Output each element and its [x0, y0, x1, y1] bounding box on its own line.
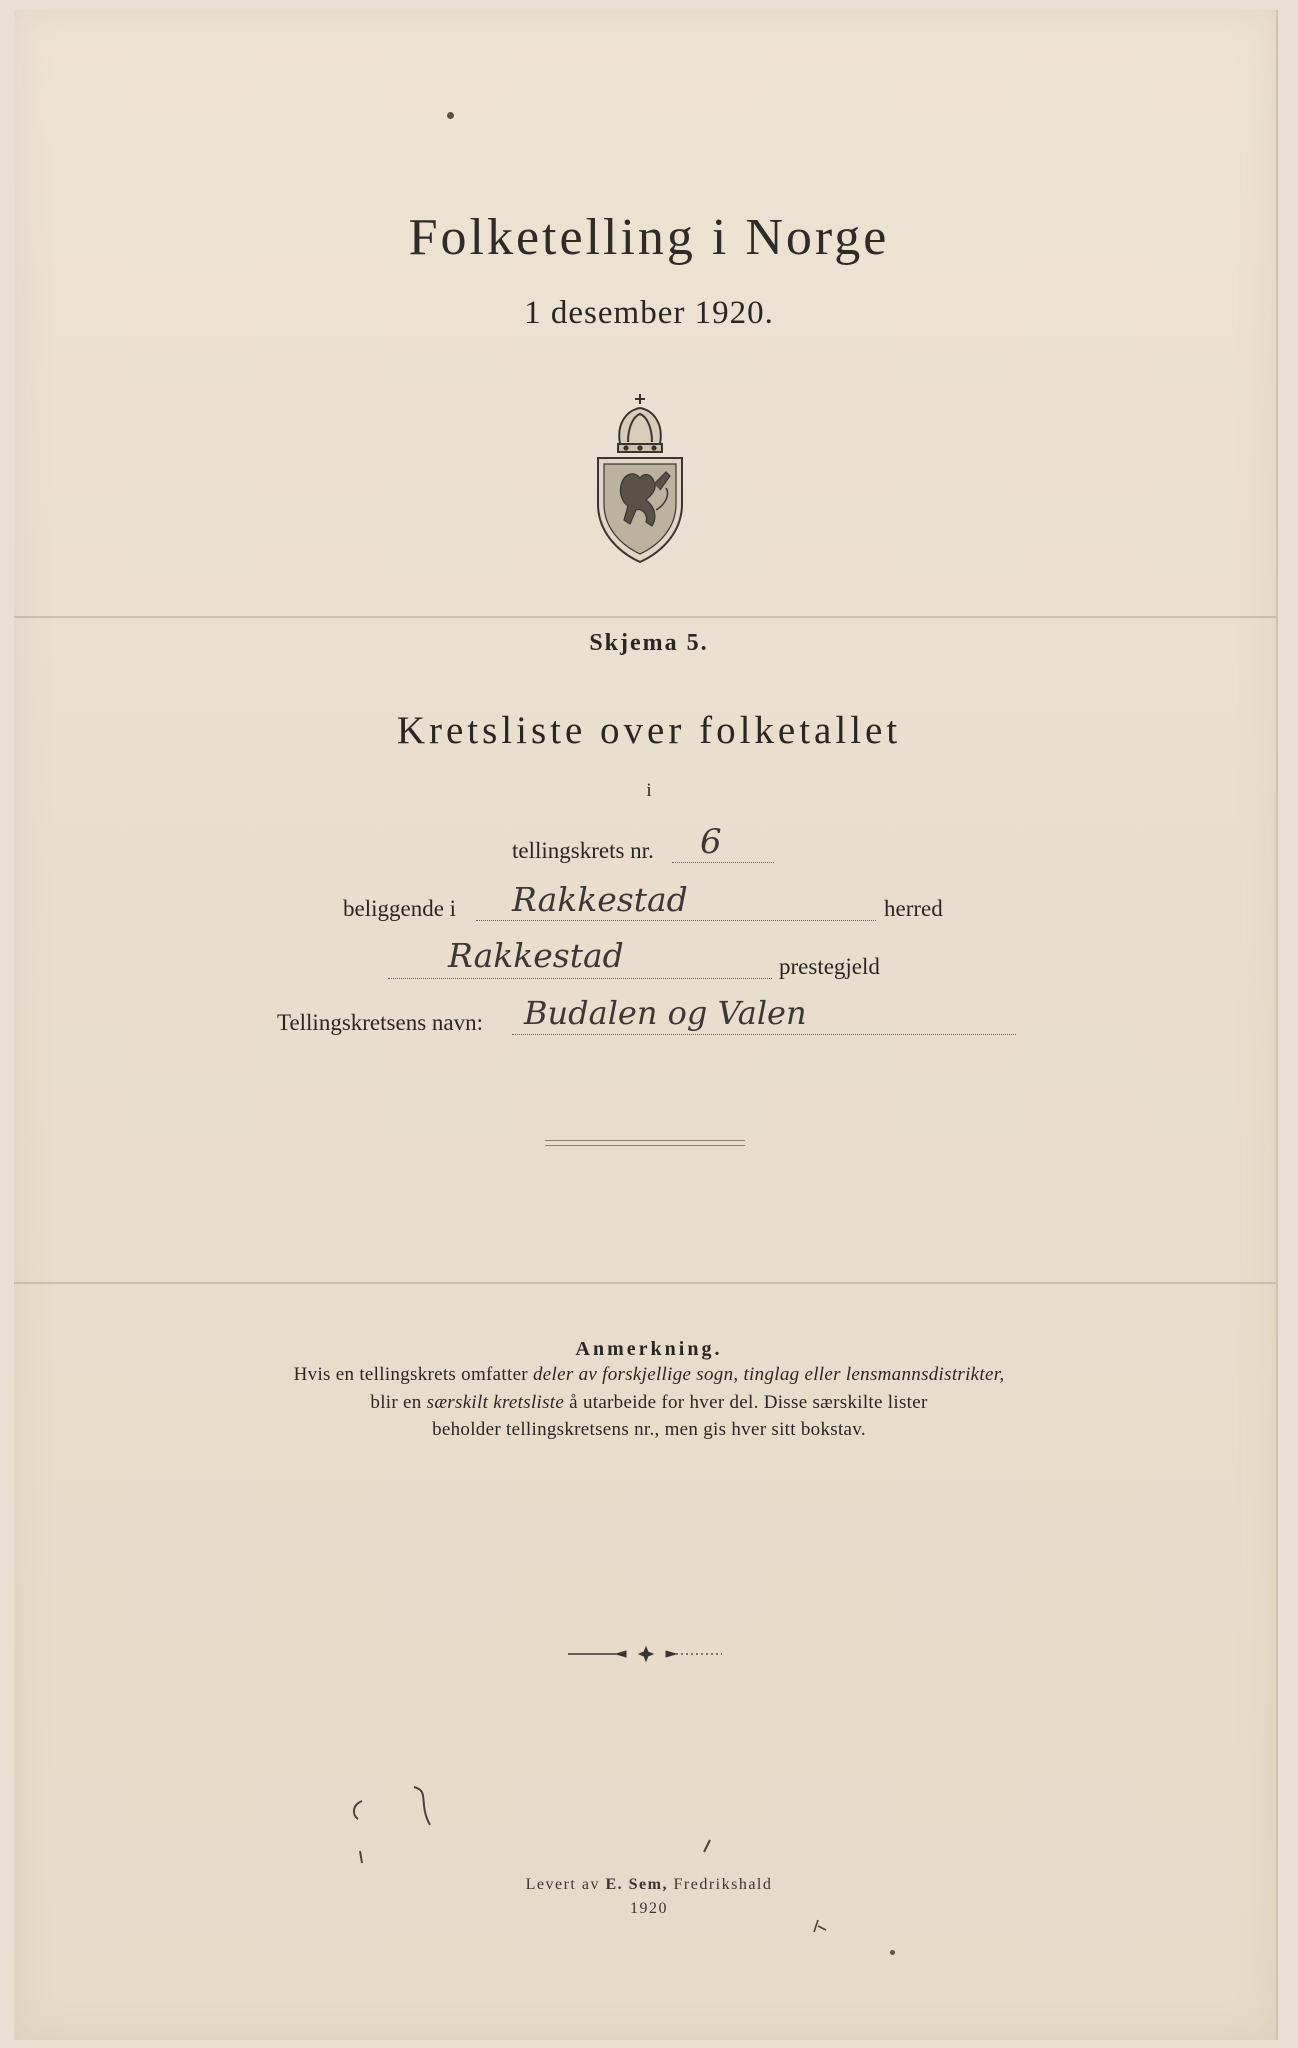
page-title: Folketelling i Norge: [408, 209, 890, 266]
coat-of-arms-icon: [592, 392, 688, 564]
kretsnavn-label: Tellingskretsens navn:: [277, 1010, 483, 1035]
herred-line: [476, 920, 876, 921]
printer-imprint: [0, 1876, 1298, 1894]
note-line-2-italic: særskilt kretsliste: [426, 1392, 565, 1413]
prestegjeld-line: [388, 978, 772, 979]
imprint-printer: E. Sem,: [605, 1876, 668, 1893]
note-line-1: [0, 1364, 1298, 1386]
prestegjeld-label: prestegjeld: [779, 954, 880, 979]
tellingskrets-value: 6: [700, 822, 722, 862]
imprint-year: 1920: [630, 1900, 668, 1917]
divider-rule-top: [545, 1140, 745, 1141]
prestegjeld-value: Rakkestad: [448, 936, 624, 975]
form-heading: Kretsliste over folketallet: [396, 709, 902, 752]
connector-text: i: [646, 780, 652, 801]
census-date: 1 desember 1920.: [524, 295, 774, 331]
note-line-3: beholder tellingskretsens nr., men gis hver sitt bokstav.: [432, 1419, 866, 1440]
pencil-mark-icon-2: [810, 1916, 830, 1936]
note-line-2-text-c: å utarbeide for hver del. Disse særskilte lister: [564, 1392, 928, 1413]
paper-fold-lower: [14, 1282, 1276, 1284]
note-line-2-text-a: blir en: [370, 1392, 427, 1413]
paper-fold-upper: [14, 616, 1276, 618]
imprint-prefix: Levert av: [525, 1876, 606, 1893]
imprint-place: Fredrikshald: [667, 1876, 773, 1893]
note-title: Anmerkning.: [575, 1338, 723, 1360]
pencil-marks-icon: [340, 1785, 490, 1875]
ink-speck-2: [890, 1950, 895, 1955]
ornament-divider-icon: [566, 1644, 726, 1664]
tellingskrets-line: [672, 862, 774, 863]
divider-rule-bottom: [545, 1145, 745, 1146]
schema-number: Skjema 5.: [589, 630, 709, 656]
beliggende-label: beliggende i: [343, 896, 457, 921]
herred-label: herred: [884, 896, 943, 921]
note-line-1-text: Hvis en tellingskrets omfatter: [293, 1364, 533, 1385]
tellingskrets-label: tellingskrets nr.: [512, 838, 654, 863]
note-line-1-italic: deler av forskjellige sogn, tinglag eller lensmannsdistrikter,: [532, 1364, 1005, 1385]
pencil-mark-icon: [700, 1838, 714, 1856]
ink-speck: [447, 112, 454, 119]
kretsnavn-value: Budalen og Valen: [524, 994, 807, 1032]
kretsnavn-line: [512, 1034, 1016, 1035]
note-line-2: [0, 1392, 1298, 1414]
herred-value: Rakkestad: [512, 880, 688, 919]
